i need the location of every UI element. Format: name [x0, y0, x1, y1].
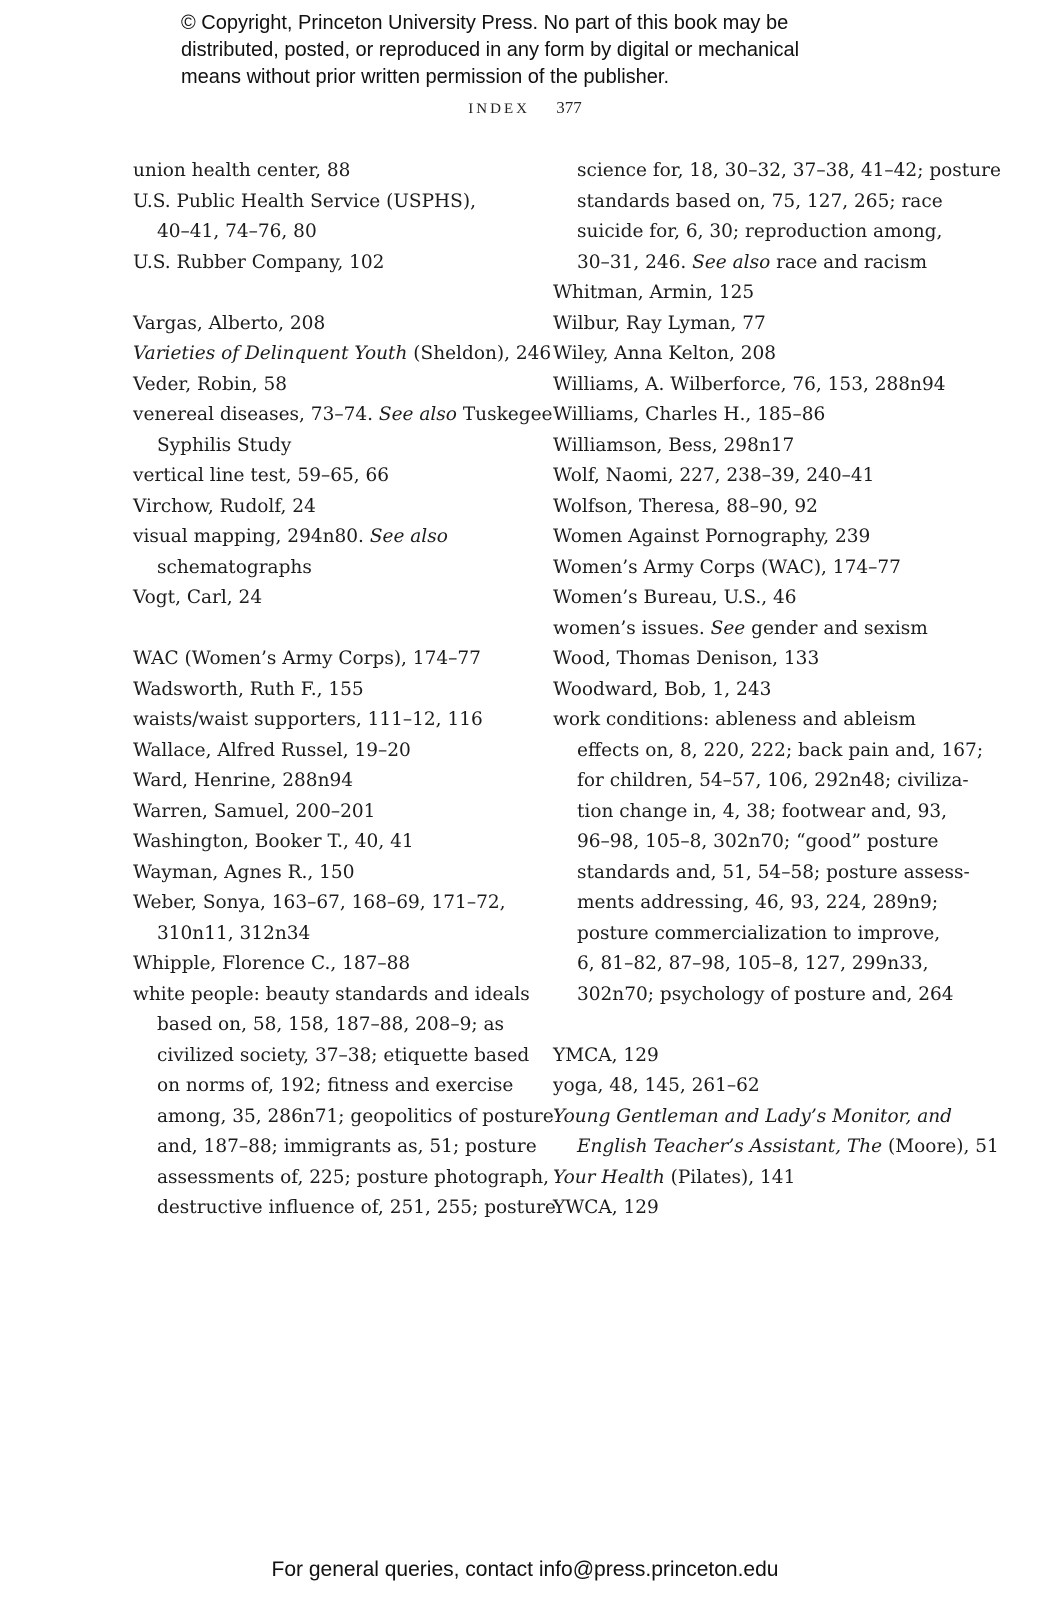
- entry-text: assessments of, 225; posture photograph,: [157, 1166, 549, 1188]
- entry-text: science for, 18, 30–32, 37–38, 41–42; posture: [577, 160, 1001, 181]
- footer-contact: For general queries, contact info@press.princeton.edu: [271, 1558, 779, 1581]
- index-entry-continuation: [133, 553, 523, 584]
- index-entry: [133, 949, 523, 980]
- index-entry: [553, 278, 953, 309]
- index-entry: [133, 461, 523, 492]
- index-entry-continuation: [133, 217, 523, 248]
- italic-text: See also: [692, 251, 771, 273]
- index-entry-continuation: [133, 1132, 537, 1163]
- index-entry-continuation: [553, 980, 953, 1011]
- entry-text: Warren, Samuel, 200–201: [133, 800, 376, 822]
- running-head-label: INDEX: [468, 101, 530, 117]
- entry-text: Williams, A. Wilberforce, 76, 153, 288n94: [553, 373, 946, 395]
- italic-text: Young Gentleman and Lady’s Monitor, and: [553, 1105, 952, 1127]
- entry-text: 310n11, 312n34: [157, 922, 311, 944]
- index-entry-continuation: [553, 156, 1001, 187]
- index-entry: [133, 309, 523, 340]
- index-entry-continuation: [553, 736, 984, 767]
- index-entry: [553, 614, 953, 645]
- index-entry: [133, 858, 523, 889]
- entry-text: Wolf, Naomi, 227, 238–39, 240–41: [553, 465, 875, 486]
- page-number: 377: [556, 98, 582, 117]
- entry-text: Women’s Bureau, U.S., 46: [553, 587, 797, 608]
- index-entry-continuation: [553, 919, 953, 950]
- index-entry: [553, 339, 953, 370]
- italic-text: See: [710, 617, 746, 639]
- index-entry: [553, 492, 953, 523]
- entry-text: vertical line test, 59–65, 66: [133, 465, 390, 486]
- index-entry: [553, 553, 953, 584]
- entry-text: gender and sexism: [745, 617, 928, 639]
- entry-text: Vogt, Carl, 24: [133, 587, 263, 608]
- entry-text: on norms of, 192; fitness and exercise: [157, 1075, 514, 1096]
- index-entry: [133, 675, 523, 706]
- entry-text: women’s issues.: [553, 617, 711, 639]
- index-entry-continuation: [133, 1071, 523, 1102]
- entry-text: 6, 81–82, 87–98, 105–8, 127, 299n33,: [577, 953, 929, 974]
- entry-text: posture commercialization to improve,: [577, 922, 941, 944]
- entry-text: venereal diseases, 73–74.: [133, 404, 379, 425]
- index-entry-continuation: [553, 766, 969, 797]
- entry-text: standards based on, 75, 127, 265; race: [577, 190, 943, 212]
- entry-text: 30–31, 246.: [577, 251, 693, 273]
- index-entry: [553, 1163, 953, 1194]
- entry-text: work conditions: ableness and ableism: [553, 709, 916, 730]
- entry-text: Veder, Robin, 58: [133, 373, 288, 395]
- entry-text: U.S. Rubber Company, 102: [133, 251, 385, 273]
- entry-text: white people: beauty standards and ideals: [133, 983, 530, 1005]
- index-entry-continuation: [133, 1041, 530, 1072]
- index-entry: [133, 705, 523, 736]
- entry-text: tion change in, 4, 38; footwear and, 93,: [577, 800, 948, 822]
- index-entry: [553, 309, 953, 340]
- entry-text: Virchow, Rudolf, 24: [133, 495, 316, 517]
- index-entry: [553, 522, 953, 553]
- entry-text: Wadsworth, Ruth F., 155: [133, 678, 364, 700]
- entry-text: and, 187–88; immigrants as, 51; posture: [157, 1136, 537, 1157]
- copyright-line: © Copyright, Princeton University Press. No part of this book may be: [181, 12, 789, 34]
- index-entry: [553, 1071, 953, 1102]
- entry-text: Wiley, Anna Kelton, 208: [553, 343, 777, 364]
- index-entry: [553, 705, 953, 736]
- copyright-line: means without prior written permission of the publisher.: [181, 66, 670, 88]
- index-entry-continuation: [133, 1193, 556, 1224]
- entry-text: civilized society, 37–38; etiquette based: [157, 1044, 530, 1066]
- index-entry: [553, 1193, 953, 1224]
- italic-text: Varieties of Delinquent Youth: [133, 343, 408, 364]
- index-entry-continuation: [553, 1132, 999, 1163]
- index-entry: [553, 1102, 953, 1133]
- index-entry-continuation: [133, 1010, 523, 1041]
- index-entry-continuation: [133, 1102, 554, 1133]
- italic-text: Your Health: [553, 1166, 665, 1188]
- index-entry: [133, 583, 523, 614]
- entry-text: (Pilates), 141: [664, 1166, 796, 1188]
- entry-text: destructive influence of, 251, 255; posture: [157, 1197, 556, 1218]
- index-entry-continuation: [133, 431, 523, 462]
- index-entry: [133, 766, 523, 797]
- index-entry: [133, 370, 523, 401]
- entry-text: waists/waist supporters, 111–12, 116: [133, 709, 483, 730]
- index-entry: [553, 1041, 953, 1072]
- running-head: [0, 98, 1050, 118]
- index-entry-continuation: [553, 858, 970, 889]
- index-entry-continuation: [553, 827, 953, 858]
- index-entry: [553, 461, 953, 492]
- entry-text: Wood, Thomas Denison, 133: [553, 648, 820, 669]
- entry-text: yoga, 48, 145, 261–62: [553, 1075, 760, 1096]
- index-entry: [133, 522, 523, 553]
- italic-text: See also: [369, 526, 448, 547]
- entry-text: 96–98, 105–8, 302n70; “good” posture: [577, 831, 939, 852]
- entry-text: Wolfson, Theresa, 88–90, 92: [553, 495, 818, 517]
- section-gap: [553, 1010, 953, 1041]
- index-entry-continuation: [553, 248, 953, 279]
- entry-text: race and racism: [770, 251, 928, 273]
- index-entry-continuation: [553, 797, 953, 828]
- index-entry-continuation: [133, 919, 523, 950]
- copyright-line: distributed, posted, or reproduced in any form by digital or mechanical: [181, 39, 800, 61]
- italic-text: English Teacher’s Assistant, The: [577, 1136, 883, 1157]
- index-entry: [133, 248, 523, 279]
- entry-text: among, 35, 286n71; geopolitics of posture: [157, 1105, 554, 1127]
- index-entry: [133, 187, 523, 218]
- entry-text: union health center, 88: [133, 160, 351, 181]
- entry-text: based on, 58, 158, 187–88, 208–9; as: [157, 1014, 505, 1035]
- entry-text: YMCA, 129: [553, 1044, 659, 1066]
- entry-text: 40–41, 74–76, 80: [157, 221, 317, 242]
- index-entry: [553, 583, 953, 614]
- entry-text: Wayman, Agnes R., 150: [133, 861, 355, 883]
- index-entry-continuation: [553, 187, 953, 218]
- entry-text: Women Against Pornography, 239: [553, 526, 871, 547]
- index-entry: [133, 339, 552, 370]
- index-entry-continuation: [133, 1163, 549, 1194]
- index-entry: [553, 675, 953, 706]
- index-entry-continuation: [553, 949, 953, 980]
- entry-text: 302n70; psychology of posture and, 264: [577, 983, 954, 1005]
- entry-text: schematographs: [157, 556, 312, 578]
- entry-text: Syphilis Study: [157, 434, 292, 456]
- entry-text: for children, 54–57, 106, 292n48; civiliza-: [577, 770, 969, 791]
- copyright-notice: [181, 10, 901, 91]
- index-entry: [133, 156, 523, 187]
- entry-text: Washington, Booker T., 40, 41: [133, 831, 414, 852]
- index-entry: [133, 827, 523, 858]
- entry-text: (Sheldon), 246: [407, 343, 552, 364]
- section-gap: [133, 614, 523, 645]
- entry-text: Whitman, Armin, 125: [553, 282, 755, 303]
- index-entry-continuation: [553, 217, 953, 248]
- entry-text: effects on, 8, 220, 222; back pain and, 167;: [577, 739, 984, 761]
- entry-text: (Moore), 51: [882, 1136, 999, 1157]
- index-entry: [553, 370, 953, 401]
- entry-text: Wallace, Alfred Russel, 19–20: [133, 739, 411, 761]
- index-column-left: [133, 156, 556, 1224]
- index-entry: [133, 736, 523, 767]
- entry-text: U.S. Public Health Service (USPHS),: [133, 190, 476, 212]
- entry-text: Women’s Army Corps (WAC), 174–77: [553, 556, 901, 578]
- entry-text: suicide for, 6, 30; reproduction among,: [577, 221, 943, 242]
- entry-text: standards and, 51, 54–58; posture assess-: [577, 861, 970, 883]
- italic-text: See also: [378, 404, 457, 425]
- entry-text: WAC (Women’s Army Corps), 174–77: [133, 648, 481, 669]
- index-entry: [553, 400, 953, 431]
- index-entry: [133, 888, 523, 919]
- index-entry: [133, 980, 530, 1011]
- entry-text: visual mapping, 294n80.: [133, 526, 370, 547]
- entry-text: Tuskegee: [456, 404, 553, 425]
- index-column-right: [553, 156, 1001, 1224]
- index-entry: [133, 492, 523, 523]
- entry-text: Vargas, Alberto, 208: [133, 312, 326, 334]
- index-entry: [553, 431, 953, 462]
- index-entry: [133, 644, 523, 675]
- entry-text: Weber, Sonya, 163–67, 168–69, 171–72,: [133, 892, 506, 913]
- entry-text: ments addressing, 46, 93, 224, 289n9;: [577, 892, 939, 913]
- index-entry: [133, 400, 553, 431]
- entry-text: Williams, Charles H., 185–86: [553, 404, 826, 425]
- entry-text: Ward, Henrine, 288n94: [133, 770, 354, 791]
- entry-text: Whipple, Florence C., 187–88: [133, 953, 411, 974]
- index-entry: [553, 644, 953, 675]
- entry-text: Wilbur, Ray Lyman, 77: [553, 312, 766, 334]
- section-gap: [133, 278, 523, 309]
- entry-text: Williamson, Bess, 298n17: [553, 434, 795, 456]
- entry-text: Woodward, Bob, 1, 243: [553, 678, 772, 700]
- entry-text: YWCA, 129: [553, 1197, 659, 1218]
- index-entry: [133, 797, 523, 828]
- index-entry-continuation: [553, 888, 953, 919]
